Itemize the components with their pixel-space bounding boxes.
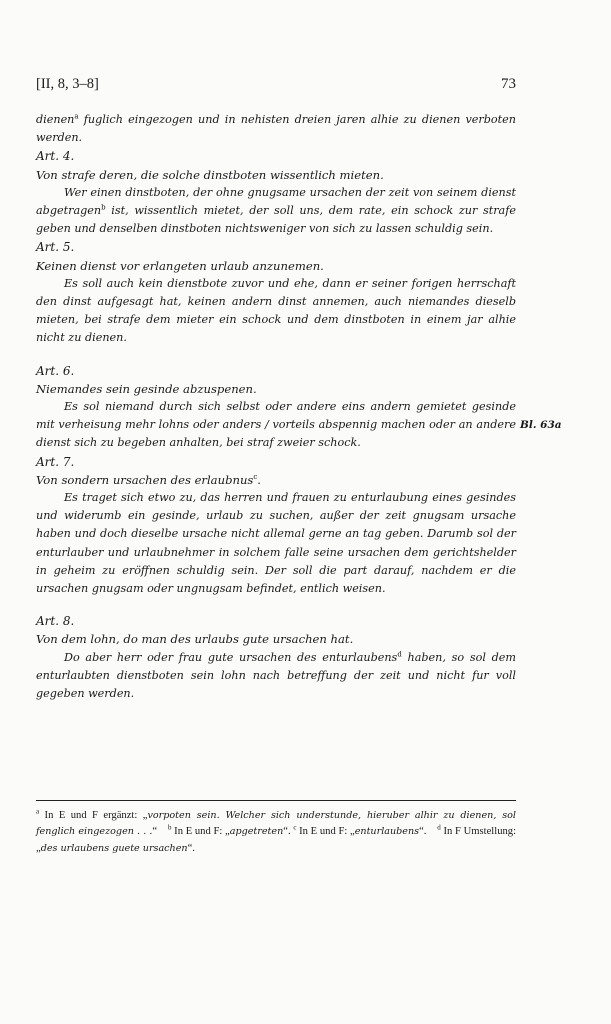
footnote-ref-b: b: [101, 203, 106, 212]
article-6-subtitle: Niemandes sein gesinde abzuspenen.: [36, 381, 257, 396]
footnote-a-mark: a: [36, 807, 40, 816]
footnotes: [36, 808, 516, 857]
footnote-ref-d: d: [397, 649, 402, 658]
article-7-heading: Art. 7.: [36, 454, 75, 469]
document-page: [36, 0, 562, 1024]
article-8-subtitle: Von dem lohn, do man des urlaubs gute ursachen hat.: [36, 632, 354, 647]
footnote-block: $^a$ In E und F ergänzt: „vorpoten sein. Welcher sich understunde, hieruber alhir zu dienen, sol fenglich eingezogen . . .“ $^b$ In E und F: „apgetreten“. $^c$ In E und F: „enturlaubens“. $^d$ In F Umstellung: „des urlaubens guete ursachen“.: [36, 807, 517, 854]
footnote-d-mark: d: [437, 823, 441, 832]
article-7-subtitle: Von sondern ursachen des erlaubnus$^c$.: [36, 472, 261, 487]
footnote-ref-a: a: [74, 112, 79, 121]
article-8-heading: Art. 8.: [36, 614, 75, 629]
article-4-heading: Art. 4.: [36, 149, 75, 164]
page-number: 73: [501, 76, 516, 92]
main-text: [36, 111, 562, 703]
section-reference: [II, 8, 3–8]: [36, 76, 99, 92]
margin-folio-note: Bl. 63a: [520, 419, 562, 432]
article-6-block: [36, 398, 562, 453]
article-5-text: Es soll auch kein dienstbote zuvor und ehe, dann er seiner forigen herrschaft den dinst aufgesagt hat, keinen andern dinst annemen, auch niemandes dieselb mieten, bei strafe dem mieter ein schock und dem dinstboten in einem jar alhie nicht zu dienen.: [36, 276, 516, 345]
footnote-c-quote: enturlaubens: [354, 826, 420, 838]
footnote-d-quote: des urlaubens guete ursachen: [40, 842, 188, 854]
article-6-heading: Art. 6.: [36, 363, 75, 378]
footnote-c-mark: c: [293, 823, 297, 832]
article-5-subtitle: Keinen dienst vor erlangeten urlaub anzunemen.: [36, 258, 324, 273]
intro-paragraph: dienen$^a$ fuglich eingezogen und in nehisten dreien jaren alhie zu dienen verboten werden.: [36, 112, 516, 145]
article-4-text: Wer einen dinstboten, der ohne gnugsame ursachen der zeit von seinem dienst abgetragen$^b$ ist, wissentlich mietet, der soll uns, dem rate, ein schock zur strafe geben und denselben dinstboten nichtsweniger von sich zu lassen schuldig sein.: [36, 185, 516, 236]
footnote-b-quote: apgetreten: [229, 826, 284, 838]
article-4-subtitle: Von strafe deren, die solche dinstboten wissentlich mieten.: [36, 167, 384, 182]
article-6-text: Es sol niemand durch sich selbst oder andere eins andern gemietet gesinde mit verheisung mehr lohns oder anders / vorteils abspennig machen oder an andere dienst sich zu begeben anhalten, bei straf zweier schock.: [36, 400, 516, 450]
article-7-text: Es traget sich etwo zu, das herren und frauen zu enturlaubung eines gesindes und widerumb ein gesinde, urlaub zu suchen, außer der zeit gnugsam ursache haben und doch dieselbe ursache nicht allemal gerne an tag geben. Darumb sol der enturlauber und urlaubnehmer in solchem falle seine ursachen dem gerichtshelder in geheim zu eröffnen schuldig sein. Der soll die part darauf, nachdem er die ursachen gnugsam oder ungnugsam befindet, entlich weisen.: [36, 491, 516, 596]
running-header: [36, 76, 516, 94]
footnote-ref-c: c: [253, 473, 258, 481]
article-8-text: Do aber herr oder frau gute ursachen des enturlaubens$^d$ haben, so sol dem enturlaubten dienstboten sein lohn nach betreffung der zeit und nicht fur voll gegeben werden.: [36, 649, 516, 701]
footnote-b-mark: b: [167, 823, 172, 832]
article-5-heading: Art. 5.: [36, 240, 75, 255]
footnote-divider: [36, 800, 516, 801]
footnote-a-quote: vorpoten sein. Welcher sich understunde, hieruber alhir zu dienen, sol fenglich eingezogen . . .: [36, 810, 516, 838]
